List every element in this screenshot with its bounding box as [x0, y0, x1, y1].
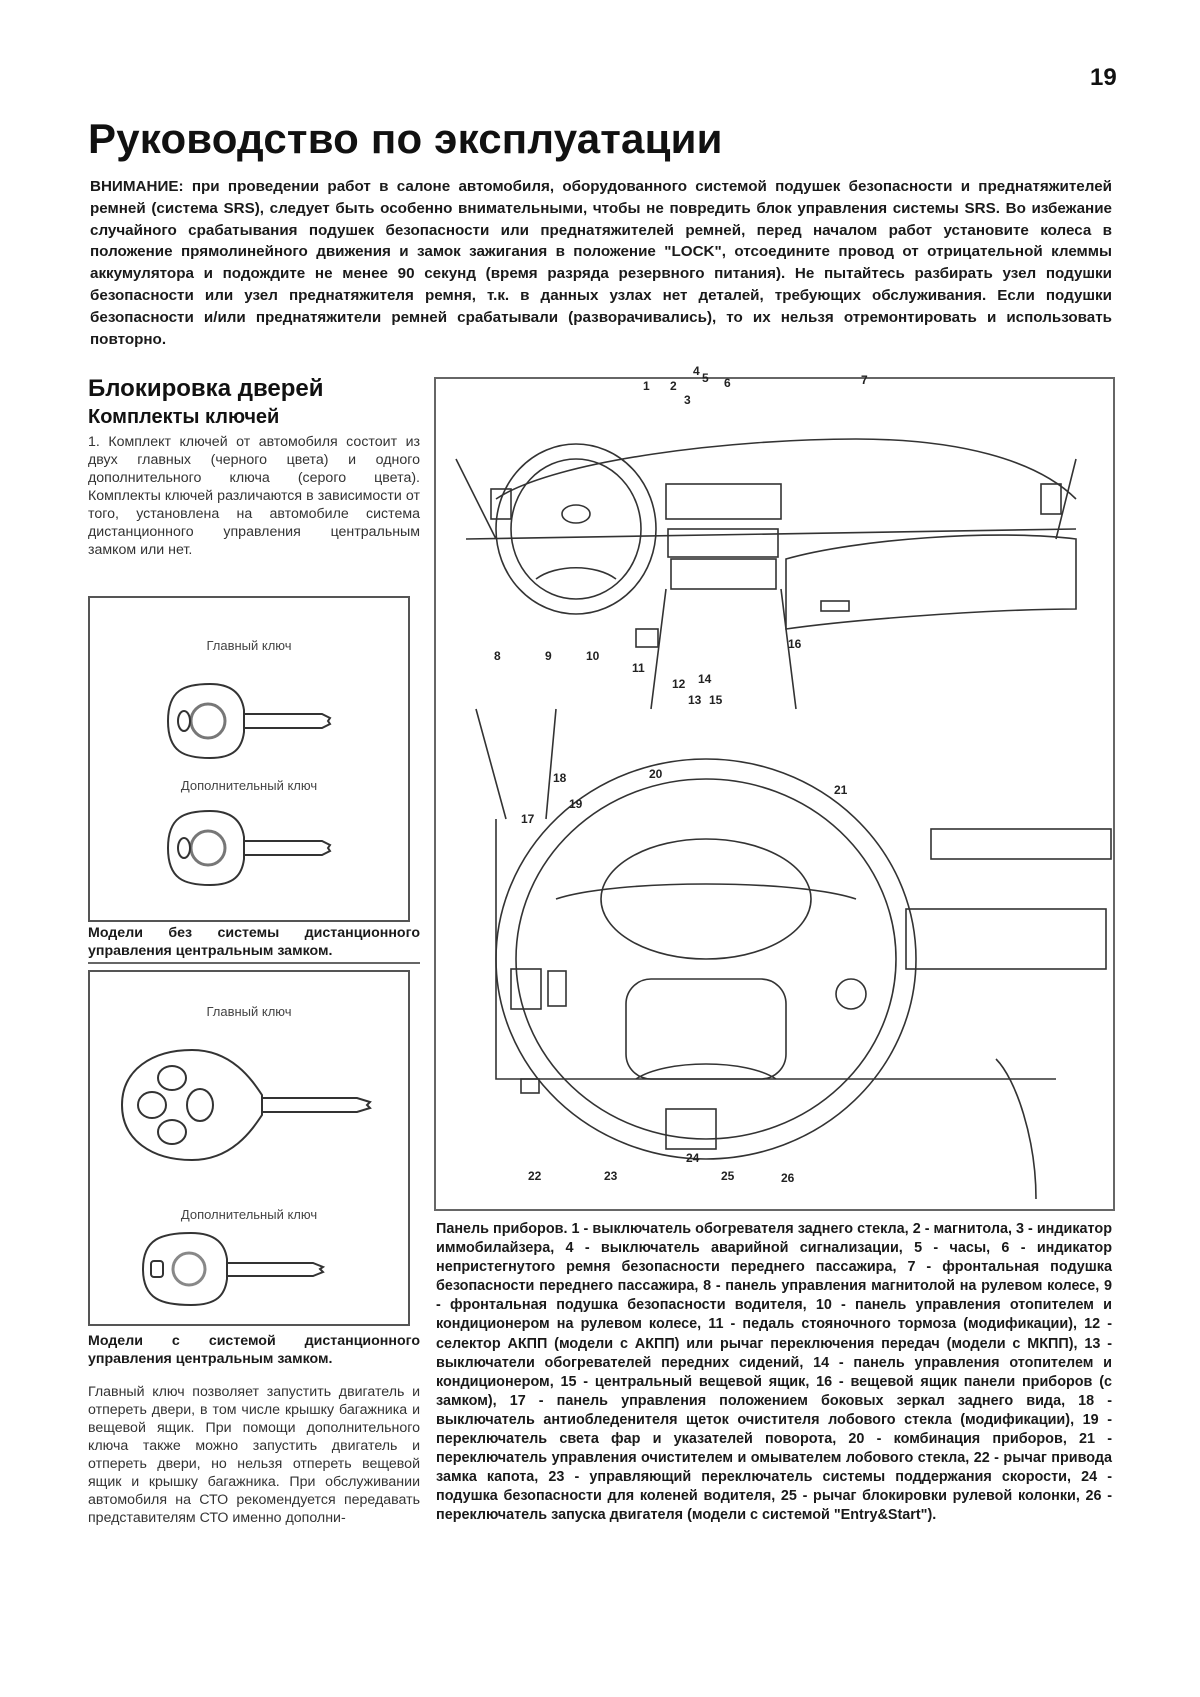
key-figure-with-remote [88, 970, 410, 1326]
key-figure-no-remote [88, 596, 410, 922]
callout-20: 20 [649, 767, 663, 781]
callout-16: 16 [788, 637, 802, 651]
callout-14: 14 [698, 672, 712, 686]
page-title: Руководство по эксплуатации [88, 115, 723, 162]
callout-13: 13 [688, 693, 702, 707]
plain-key-icon [160, 676, 340, 766]
dashboard-drawing [436, 379, 1113, 1209]
left-column-intro [88, 375, 420, 559]
callout-2: 2 [670, 379, 677, 393]
keys-usage-paragraph: Главный ключ позволяет запустить двигатель и отпереть двери, в том числе крышку багажника и вещевой ящик. При помощи дополнительного ключа также можно запустить двигатель и отпереть двери, но нельзя отпереть вещевой ящик и крышку багажника. При обслуживании автомобиля на СТО рекомендуется передавать представителям СТО именно дополни- [88, 1384, 420, 1526]
section-subheading: Комплекты ключей [88, 406, 280, 428]
callout-3: 3 [684, 393, 691, 407]
callout-15: 15 [709, 693, 723, 707]
callout-21: 21 [834, 783, 848, 797]
plain-key-icon [135, 1227, 335, 1312]
callout-7: 7 [861, 373, 868, 387]
divider [88, 962, 420, 964]
key-figure-caption: Модели без системы дистанционного управления центральным замком. [88, 925, 420, 959]
callout-12: 12 [672, 677, 686, 691]
callout-5: 5 [702, 371, 709, 385]
callout-6: 6 [724, 376, 731, 390]
dashboard-diagram [434, 364, 1115, 1211]
callout-25: 25 [721, 1169, 735, 1183]
main-key-label: Главный ключ [206, 1004, 292, 1019]
callout-1: 1 [643, 379, 650, 393]
left-column-body [88, 1383, 420, 1527]
intro-paragraph: 1. Комплект ключей от автомобиля состоит из двух главных (черного цвета) и одного дополнительного ключа (серого цвета). Комплекты ключей различаются в зависимости от того, установлена на автомобиле система дистанционного управления центральным замком или нет. [88, 434, 420, 558]
callout-4: 4 [693, 364, 700, 378]
remote-key-icon [112, 1040, 382, 1170]
callout-22: 22 [528, 1169, 542, 1183]
extra-key-label: Дополнительный ключ [180, 778, 318, 793]
callout-9: 9 [545, 649, 552, 663]
warning-text: при проведении работ в салоне автомобиля, оборудованного системой подушек безопасности и преднатяжителей ремней (система SRS), следует быть особенно внимательными, чтобы не повредить блок управления системы SRS. Во избежание случайного срабатывания подушек безопасности или преднатяжителей ремней, перед началом работ установите колеса в положение прямолинейного движения и замок зажигания в положение "LOCK", отсоедините провод от отрицательной клеммы аккумулятора и подождите не менее 90 секунд (время разряда резервного питания). Не пытайтесь разбирать узел подушки безопасности или узел преднатяжителя ремня, т.к. в данных узлах нет деталей, требующих обслуживания. Если подушки безопасности и/или преднатяжители ремней срабатывали (разворачивались), то их нельзя отремонтировать и использовать повторно. [90, 178, 1112, 348]
callout-18: 18 [553, 771, 567, 785]
callout-19: 19 [569, 797, 583, 811]
callout-17: 17 [521, 812, 535, 826]
callout-8: 8 [494, 649, 501, 663]
callout-24: 24 [686, 1151, 700, 1165]
callout-10: 10 [586, 649, 600, 663]
callout-26: 26 [781, 1171, 795, 1185]
extra-key-label: Дополнительный ключ [180, 1207, 318, 1222]
main-key-label: Главный ключ [206, 638, 292, 653]
warning-label: ВНИМАНИЕ: [90, 178, 184, 195]
plain-key-icon [160, 803, 340, 893]
diagram-legend: Панель приборов. 1 - выключатель обогревателя заднего стекла, 2 - магнитола, 3 - индикатор иммобилайзера, 4 - выключатель аварийной сигнализации, 5 - часы, 6 - индикатор непристегнутого ремня безопасности переднего пассажира, 7 - фронтальная подушка безопасности переднего пассажира, 8 - панель управления магнитолой на рулевом колесе, 9 - фронтальная подушка безопасности водителя, 10 - панель управления отопителем и кондиционером на рулевом колесе, 11 - педаль стояночного тормоза (модификации), 12 - селектор АКПП (модели с АКПП) или рычаг переключения передач (модели с МКПП), 13 - выключатели обогревателей передних сидений, 14 - панель управления отопителем и кондиционером, 15 - центральный вещевой ящик, 16 - вещевой ящик панели приборов (с замком), 17 - панель управления положением боковых зеркал заднего вида, 18 - выключатель антиобледенителя щеток очистителя лобового стекла (модификации), 19 - переключатель света фар и указателей поворота, 20 - комбинация приборов, 21 - переключатель управления очистителем и омывателем лобового стекла, 22 - рычаг привода замка капота, 23 - управляющий переключатель системы поддержания скорости, 24 - подушка безопасности для коленей водителя, 25 - рычаг блокировки рулевой колонки, 26 - переключатель запуска двигателя (модели с системой "Entry&Start"). [436, 1221, 1112, 1524]
srs-warning [90, 176, 1112, 350]
page-number: 19 [1090, 64, 1117, 91]
section-heading: Блокировка дверей [88, 375, 324, 402]
key-figure-caption: Модели с системой дистанционного управления центральным замком. [88, 1333, 420, 1367]
callout-11: 11 [632, 661, 645, 675]
callout-23: 23 [604, 1169, 618, 1183]
